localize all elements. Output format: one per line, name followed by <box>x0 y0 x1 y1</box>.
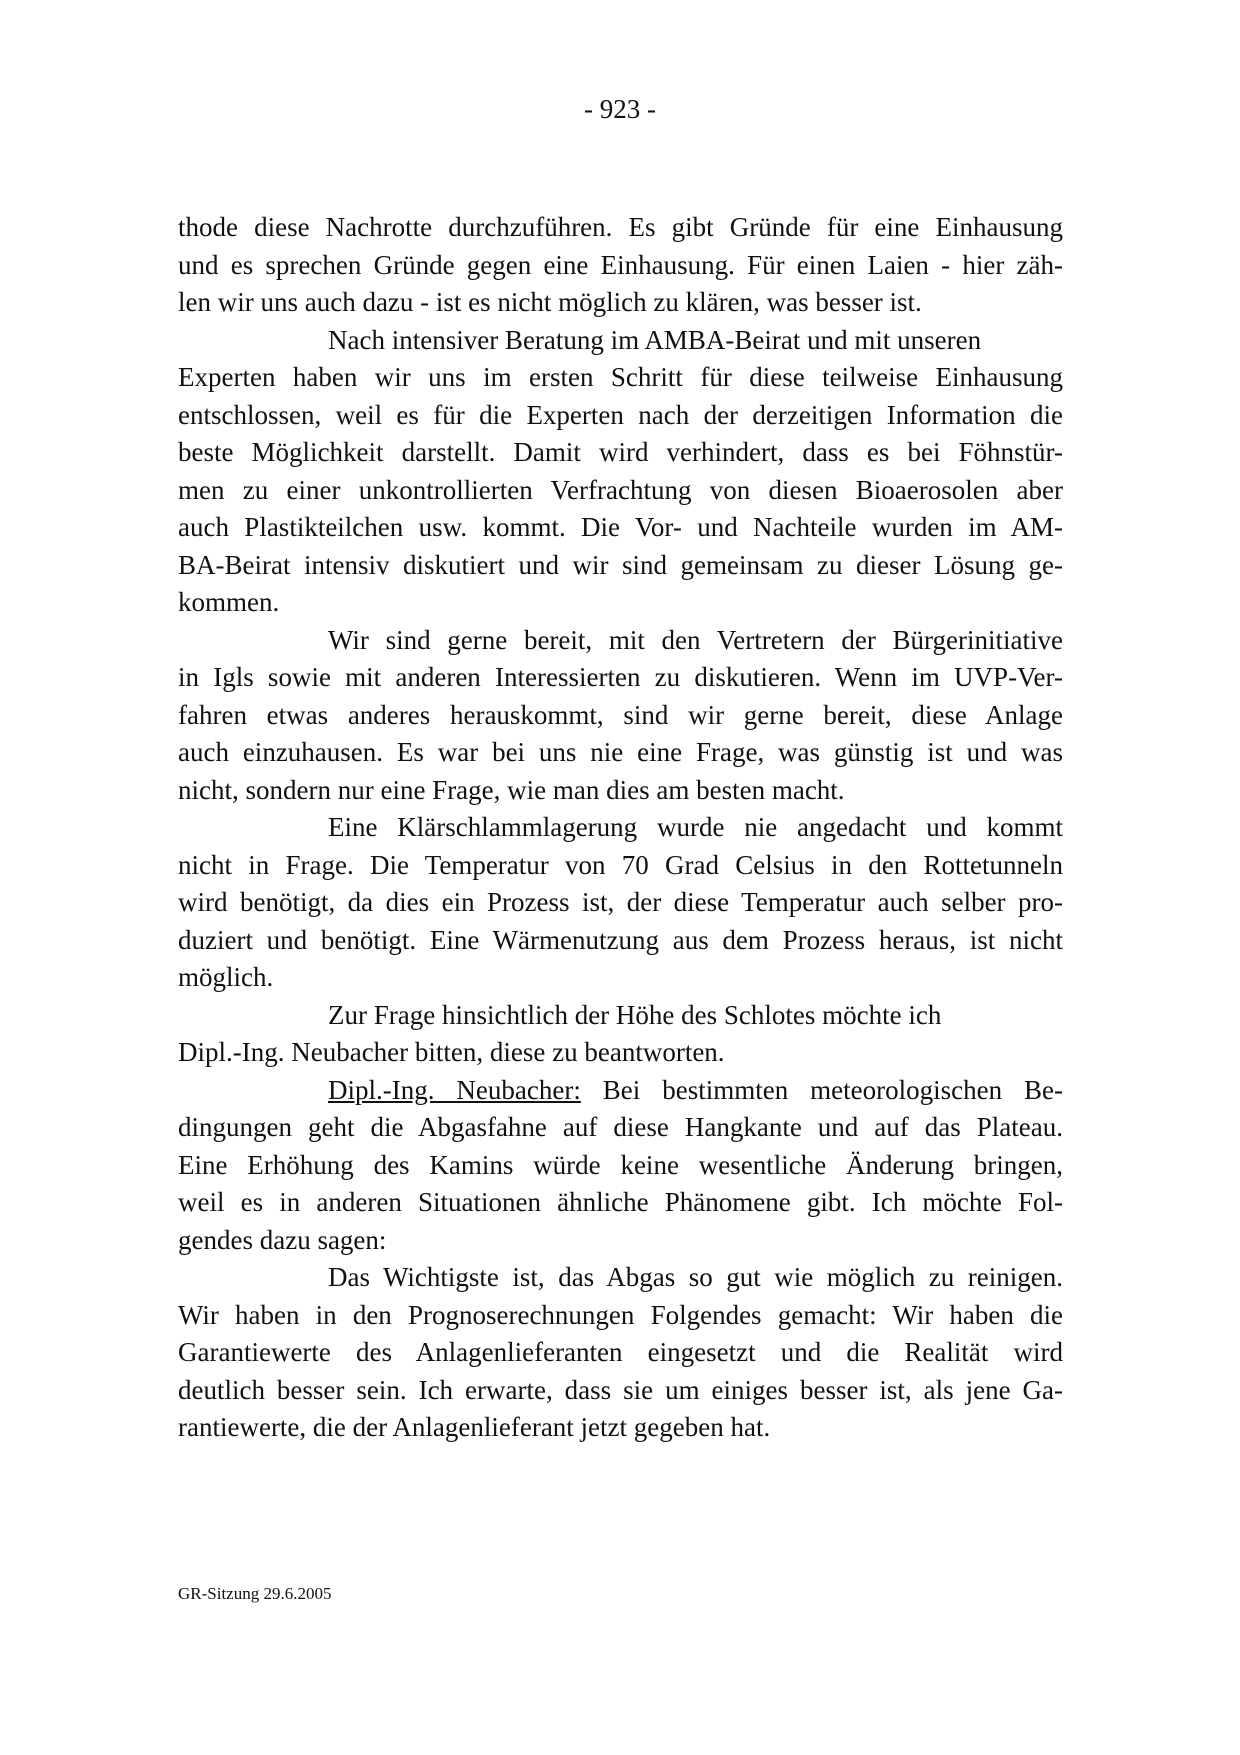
speaker-line <box>178 1072 1063 1110</box>
text-line: BA-Beirat intensiv diskutiert und wir sind gemeinsam zu dieser Lösung ge- <box>178 549 1063 580</box>
speaker-line-text: Bei bestimmten meteorologischen Be- <box>580 1074 1063 1105</box>
text-line: gendes dazu sagen: <box>178 1224 387 1255</box>
text-line: deutlich besser sein. Ich erwarte, dass sie um einiges besser ist, als jene Ga- <box>178 1374 1063 1405</box>
paragraph-speaker <box>178 1072 1063 1260</box>
text-line: men zu einer unkontrollierten Verfrachtung von diesen Bioaerosolen aber <box>178 474 1063 505</box>
text-line: wird benötigt, da dies ein Prozess ist, der diese Temperatur auch selber pro- <box>178 887 1063 917</box>
text-line: Garantiewerte des Anlagenlieferanten eingesetzt und die Realität wird <box>178 1337 1063 1367</box>
paragraph <box>178 1259 1063 1447</box>
text-line: Dipl.-Ing. Neubacher bitten, diese zu beantworten. <box>178 1037 725 1067</box>
text-line: fahren etwas anderes herauskommt, sind wir gerne bereit, diese Anlage <box>178 699 1063 730</box>
text-line: nicht, sondern nur eine Frage, wie man dies am besten macht. <box>178 774 845 805</box>
paragraph <box>178 997 1063 1072</box>
text-line: len wir uns auch dazu - ist es nicht möglich zu klären, was besser ist. <box>178 287 922 317</box>
text-line: duziert und benötigt. Eine Wärmenutzung aus dem Prozess heraus, ist nicht <box>178 924 1063 955</box>
text-line: und es sprechen Gründe gegen eine Einhausung. Für einen Laien - hier zäh- <box>178 249 1063 280</box>
page-number: - 923 - <box>584 94 656 124</box>
text-line: möglich. <box>178 962 274 992</box>
paragraph <box>178 622 1063 810</box>
text-line: Zur Frage hinsichtlich der Höhe des Schlotes möchte ich <box>328 999 942 1030</box>
document-body <box>178 209 1063 1447</box>
text-line: Experten haben wir uns im ersten Schritt für diese teilweise Einhausung <box>178 362 1063 392</box>
text-line: nicht in Frage. Die Temperatur von 70 Grad Celsius in den Rottetunneln <box>178 849 1063 880</box>
paragraph <box>178 809 1063 997</box>
text-line: dingungen geht die Abgasfahne auf diese Hangkante und auf das Plateau. <box>178 1112 1063 1142</box>
text-line: Eine Klärschlammlagerung wurde nie angedacht und kommt <box>328 812 1063 842</box>
text-line: kommen. <box>178 587 280 617</box>
text-line: Wir haben in den Prognoserechnungen Folgendes gemacht: Wir haben die <box>178 1299 1063 1330</box>
text-line: beste Möglichkeit darstellt. Damit wird verhindert, dass es bei Föhnstür- <box>178 437 1063 467</box>
paragraph <box>178 322 1063 622</box>
text-line: thode diese Nachrotte durchzuführen. Es gibt Gründe für eine Einhausung <box>178 212 1063 242</box>
text-line: Nach intensiver Beratung im AMBA-Beirat und mit unseren <box>328 324 982 355</box>
text-line: entschlossen, weil es für die Experten nach der derzeitigen Information die <box>178 399 1063 430</box>
paragraph <box>178 209 1063 322</box>
text-line: auch einzuhausen. Es war bei uns nie eine Frage, was günstig ist und was <box>178 737 1063 767</box>
text-line: rantiewerte, die der Anlagenlieferant jetzt gegeben hat. <box>178 1412 771 1442</box>
speaker-name: Dipl.-Ing. Neubacher: <box>328 1074 581 1105</box>
text-line: in Igls sowie mit anderen Interessierten zu diskutieren. Wenn im UVP-Ver- <box>178 662 1063 692</box>
text-line: Eine Erhöhung des Kamins würde keine wesentliche Änderung bringen, <box>178 1149 1063 1180</box>
footer-session-date: GR-Sitzung 29.6.2005 <box>178 1584 332 1603</box>
text-line: weil es in anderen Situationen ähnliche Phänomene gibt. Ich möchte Fol- <box>178 1187 1063 1217</box>
text-line: auch Plastikteilchen usw. kommt. Die Vor- und Nachteile wurden im AM- <box>178 512 1063 542</box>
text-line: Das Wichtigste ist, das Abgas so gut wie möglich zu reinigen. <box>328 1262 1063 1292</box>
text-line: Wir sind gerne bereit, mit den Vertretern der Bürgerinitiative <box>328 624 1063 655</box>
